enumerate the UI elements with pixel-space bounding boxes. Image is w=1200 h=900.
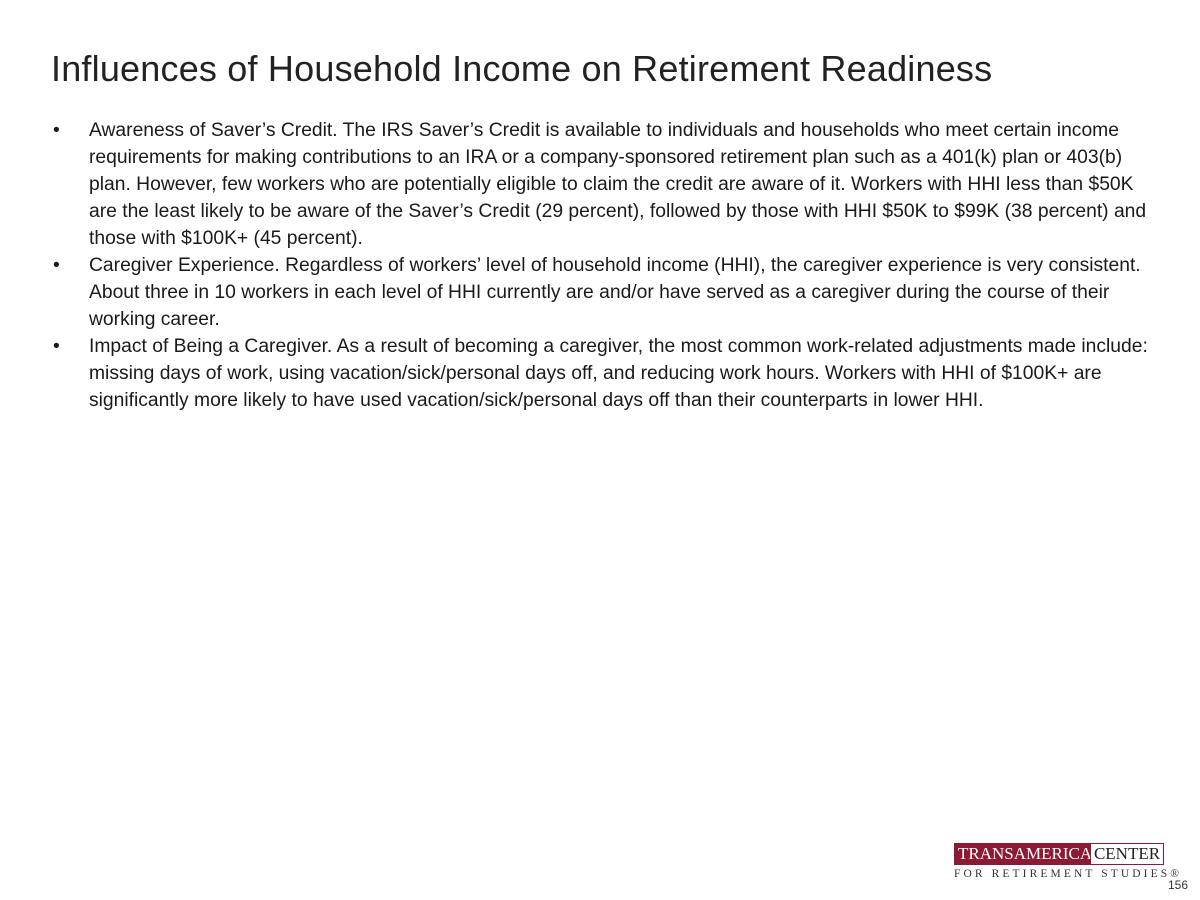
- logo-transamerica: TRANSAMERICA: [954, 843, 1090, 865]
- bullet-item: [53, 252, 1153, 333]
- logo-center: CENTER: [1090, 843, 1164, 865]
- bullet-text: Impact of Being a Caregiver. As a result of becoming a caregiver, the most common work-related adjustments made include: missing days of work, using vacation/sick/personal days off, and reducing work hours. Workers with HHI of $100K+ are significantly more likely to have used vacation/sick/personal days off than their counterparts in lower HHI.: [89, 336, 1148, 411]
- bullet-marker: •: [53, 336, 60, 357]
- bullet-item: [53, 333, 1153, 414]
- bullet-list: [53, 117, 1153, 414]
- bullet-marker: •: [53, 120, 60, 141]
- page-number: 156: [1168, 878, 1189, 892]
- page-title: Influences of Household Income on Retirement Readiness: [51, 48, 993, 89]
- transamerica-logo: [954, 843, 1182, 880]
- bullet-marker: •: [53, 255, 60, 276]
- bullet-text: Awareness of Saver’s Credit. The IRS Saver’s Credit is available to individuals and households who meet certain income requirements for making contributions to an IRA or a company-sponsored retirement plan such as a 401(k) plan or 403(b) plan. However, few workers who are potentially eligible to claim the credit are aware of it. Workers with HHI less than $50K are the least likely to be aware of the Saver’s Credit (29 percent), followed by those with HHI $50K to $99K (38 percent) and those with $100K+ (45 percent).: [89, 120, 1147, 249]
- bullet-item: [53, 117, 1153, 252]
- logo-subtitle: FOR RETIREMENT STUDIES®: [954, 868, 1183, 880]
- bullet-text: Caregiver Experience. Regardless of workers’ level of household income (HHI), the caregiver experience is very consistent. About three in 10 workers in each level of HHI currently are and/or have served as a caregiver during the course of their working career.: [89, 255, 1141, 330]
